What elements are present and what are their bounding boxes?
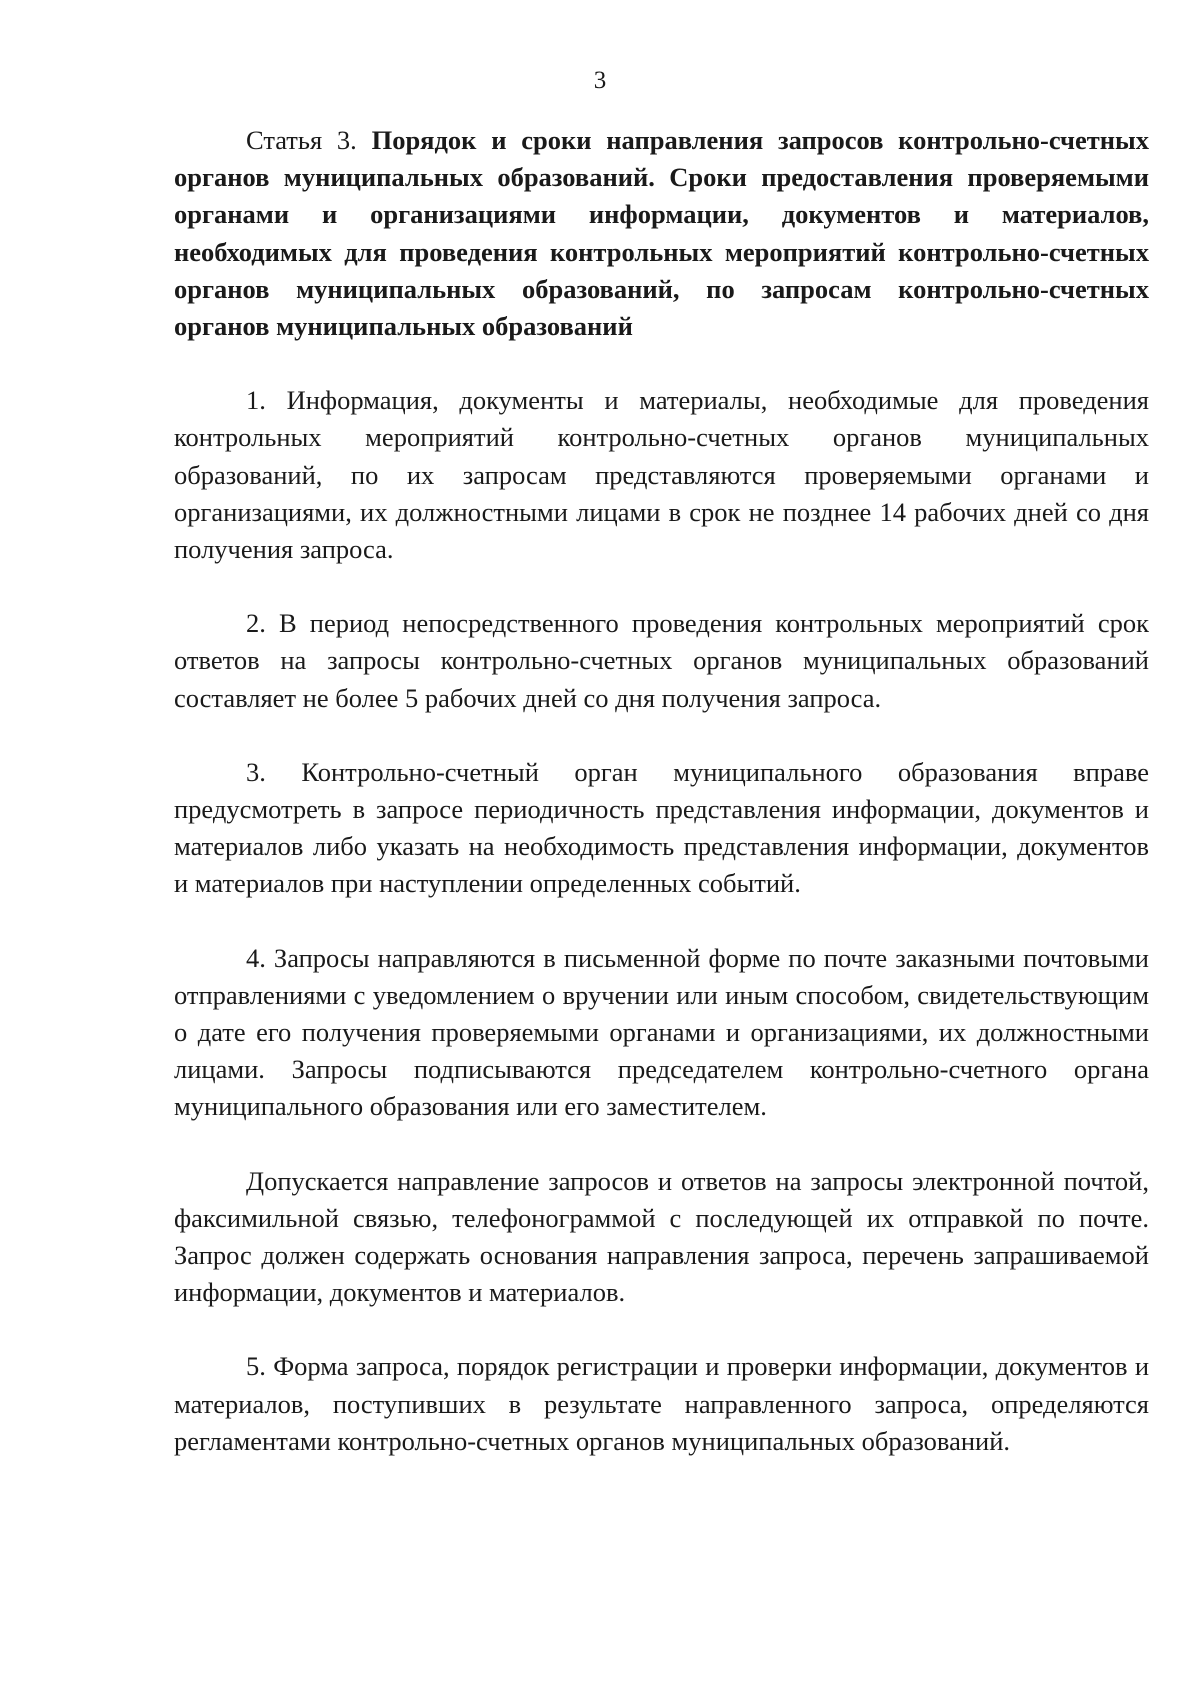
paragraph-1: 1. Информация, документы и материалы, необходимые для проведения контрольных мероприятий контрольно-счетных органов муниципальных образований, по их запросам представляются проверяемыми органами и организациями, их должностными лицами в срок не позднее 14 рабочих дней со дня получения запроса. <box>174 385 1149 565</box>
paragraph-5: 5. Форма запроса, порядок регистрации и проверки информации, документов и материалов, поступивших в результате направленного запроса, определяются регламентами контрольно-счетных органов муниципальных образований. <box>174 1351 1149 1456</box>
article-label: Статья 3. <box>246 125 372 155</box>
paragraph-4: 4. Запросы направляются в письменной форме по почте заказными почтовыми отправлениями с уведомлением о вручении или иным способом, свидетельствующим о дате его получения проверяемыми органами и организациями, их должностными лицами. Запросы подписываются председателем контрольно-счетного органа муниципального образования или его заместителем. <box>174 942 1149 1122</box>
article-heading <box>174 122 1149 345</box>
paragraph-2: 2. В период непосредственного проведения контрольных мероприятий срок ответов на запросы контрольно-счетных органов муниципальных образований составляет не более 5 рабочих дней со дня получения запроса. <box>174 608 1149 713</box>
article-title: Порядок и сроки направления запросов контрольно-счетных органов муниципальных образований. Сроки предоставления проверяемыми органами и организациями информации, документов и материалов, необходимых для проведения контрольных мероприятий контрольно-счетных органов муниципальных образований, по запросам контрольно-счетных органов муниципальных образований <box>174 125 1149 342</box>
paragraph-3: 3. Контрольно-счетный орган муниципального образования вправе предусмотреть в запросе периодичность представления информации, документов и материалов либо указать на необходимость представления информации, документов и материалов при наступлении определенных событий. <box>174 756 1149 899</box>
document-body <box>174 122 1149 1460</box>
paragraph-4-continued: Допускается направление запросов и ответов на запросы электронной почтой, факсимильной связью, телефонограммой с последующей их отправкой по почте. Запрос должен содержать основания направления запроса, перечень запрашиваемой информации, документов и материалов. <box>174 1165 1149 1308</box>
page-number: 3 <box>593 67 607 94</box>
